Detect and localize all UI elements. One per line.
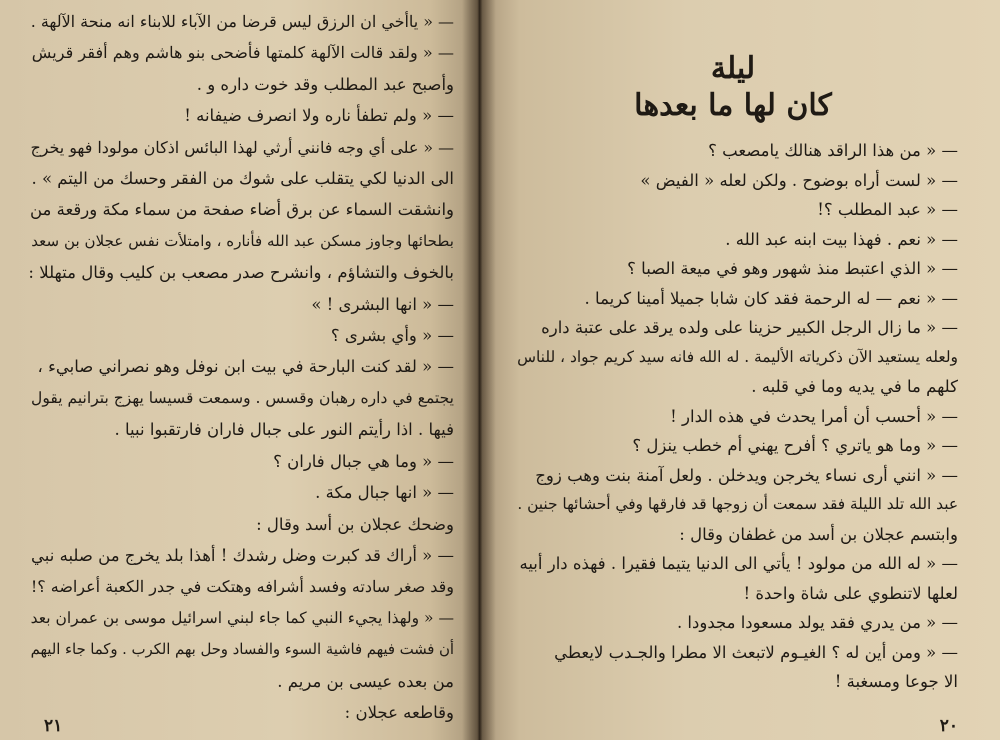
text-line: — « انها البشرى ! »: [311, 294, 454, 314]
text-line: وقد صغر سادته وفسد أشرافه وهتكت في جدر الكعبة أعراضه ؟!: [30, 577, 454, 597]
text-line: وقاطعه عجلان :: [344, 702, 454, 722]
right-page: [478, 0, 1000, 740]
text-line: — « ومن أين له ؟ الغيـوم لاتبعث الا مطرا والجـدب لايعطي: [554, 642, 958, 662]
text-line: بالخوف والتشاؤم ، وانشرح صدر مصعب بن كليب وقال متهللا :: [28, 263, 454, 283]
text-line: — « ما زال الرجل الكبير حزينا على ولده يرقد على عتبة داره: [541, 318, 958, 337]
text-line: — « له الله من مولود ! يأتي الى الدنيا يتيما فقيرا . فهذه دار أبيه: [519, 554, 958, 573]
text-line: وانشقت السماء عن برق أضاء صفحة من سماء مكة ورقعة من: [29, 200, 454, 220]
text-line: أن فشت فيهم فاشية السوء والفساد وحل بهم الكرب . وكما جاء اليهم: [30, 641, 454, 659]
text-line: الا جوعا ومسغبة !: [834, 672, 958, 691]
text-line: — « وما هي جبال فاران ؟: [273, 451, 454, 471]
text-line: عبد الله تلد الليلة فقد سمعت أن زوجها قد فارقها وفي أحشائها جنين .: [517, 495, 958, 513]
text-line: لعلها لاتنطوي على شاة واحدة !: [743, 583, 958, 603]
text-line: — « أراك قد كبرت وضل رشدك ! أهذا بلد يخرج من صلبه نبي: [31, 545, 454, 565]
left-page-number: ٢١: [44, 716, 63, 736]
text-line: — « من يدري فقد يولد مسعودا مجدودا .: [676, 613, 958, 632]
text-line: — « نعم — له الرحمة فقد كان شابا جميلا أمينا كريما .: [584, 288, 958, 308]
text-line: وابتسم عجلان بن أسد من غطفان وقال :: [679, 524, 958, 544]
text-line: — « انني أرى نساء يخرجن ويدخلن . ولعل آمنة بنت وهب زوج: [535, 465, 958, 485]
text-line: — « ولقد قالت الآلهة كلمتها فأضحى بنو هاشم وهم أفقر قريش: [31, 43, 454, 63]
text-line: الى الدنيا لكي يتقلب على شوك من الفقر وحسك من اليتم » .: [31, 169, 454, 189]
text-line: بطحائها وجاوز مسكن عبد الله فأناره ، وامتلأت نفس عجلان بن سعد: [31, 231, 454, 250]
text-line: من بعده عيسى بن مريم .: [277, 671, 454, 691]
text-line: — « من هذا الراقد هنالك يامصعب ؟: [708, 141, 958, 160]
chapter-title-line-2: كان لها ما بعدها: [634, 88, 832, 123]
text-line: — « وأي بشرى ؟: [330, 326, 454, 346]
text-line: — « لقد كنت البارحة في بيت ابن نوفل وهو نصراني صابيء ،: [37, 357, 454, 377]
right-page-text: [508, 136, 958, 697]
text-line: — « على أي وجه فانني أرثي لهذا البائس اذكان مولودا فهو يخرج: [30, 137, 454, 157]
text-line: — « انها جبال مكة .: [315, 483, 454, 503]
text-line: — « وما هو ياتري ؟ أفرح يهني أم خطب ينزل ؟: [632, 436, 958, 455]
text-line: يجتمع في داره رهبان وقسس . وسمعت قسيسا يهزج بترانيم يقول: [31, 388, 454, 407]
text-line: — « الذي اعتبط منذ شهور وهو في ميعة الصبا ؟: [627, 259, 958, 278]
text-line: — « عبد المطلب ؟!: [817, 200, 958, 219]
text-line: وأصبح عبد المطلب وقد خوت داره و .: [196, 74, 454, 94]
left-page: [0, 0, 478, 740]
text-line: وضحك عجلان بن أسد وقال :: [256, 514, 454, 534]
left-page-text: [22, 6, 454, 728]
text-line: — « أحسب أن أمرا يحدث في هذه الدار !: [670, 406, 958, 426]
text-line: — « ولهذا يجيء النبي كما جاء لبني اسرائيل موسى بن عمران بعد: [30, 608, 454, 627]
text-line: فيها . اذا رأيتم النور على جبال فاران فارتقبوا نبيا .: [114, 420, 454, 440]
text-line: — « ياأخي ان الرزق ليس قرضا من الآباء للابناء انه منحة الآلهة .: [30, 12, 454, 31]
text-line: — « ولم تطفأ ناره ولا انصرف ضيفانه !: [184, 106, 454, 126]
text-line: كلهم ما في يديه وما في قلبه .: [751, 377, 958, 396]
text-line: — « نعم . فهذا بيت ابنه عبد الله .: [725, 229, 958, 249]
right-page-number: ٢٠: [939, 716, 958, 736]
chapter-title: [508, 52, 958, 126]
chapter-title-line-1: ليلة: [710, 51, 756, 86]
text-line: ولعله يستعيد الآن ذكرياته الأليمة . له الله فانه سيد كريم جواد ، للناس: [517, 347, 958, 366]
text-line: — « لست أراه بوضوح . ولكن لعله « الفيض »: [640, 170, 958, 190]
